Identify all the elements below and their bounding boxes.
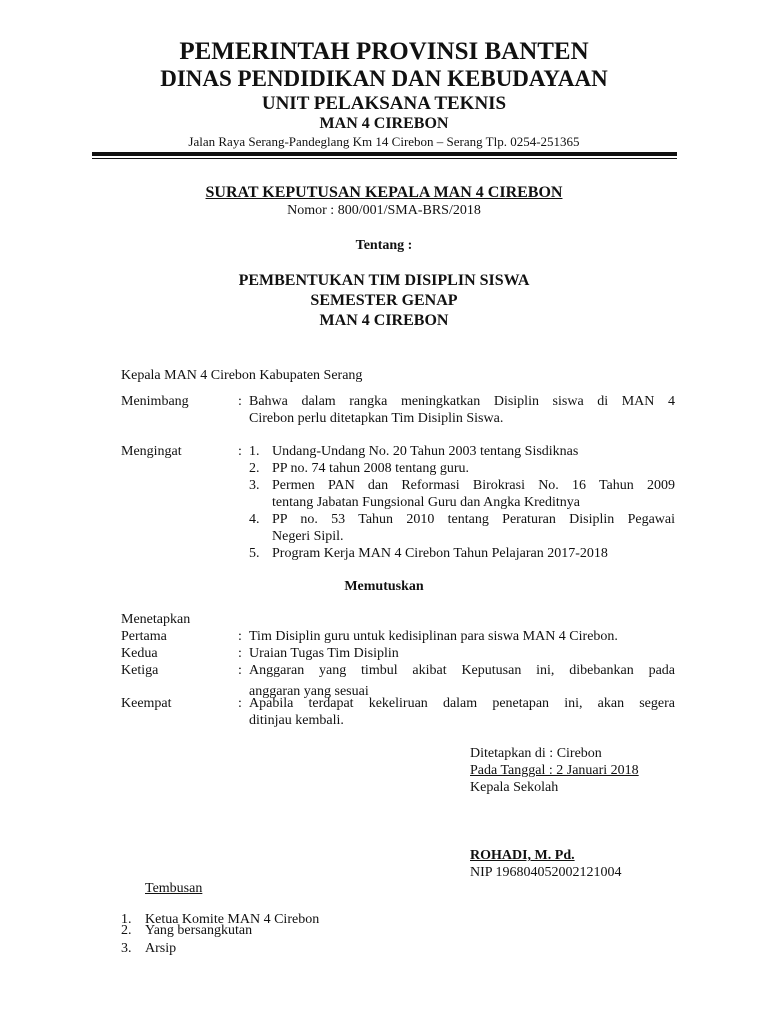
letterhead-agency: DINAS PENDIDIKAN DAN KEBUDAYAAN [160,66,608,91]
decision-text: Anggaran yang timbul akibat Keputusan ini, dibebankan pada [249,663,675,678]
mengingat-item-number: 1. [249,444,260,459]
decision-text: Apabila terdapat kekeliruan dalam penetapan ini, akan segera [249,696,675,711]
mengingat-item-number: 4. [249,512,260,527]
mengingat-item-number: 5. [249,546,260,561]
memutuskan-heading: Memutuskan [344,579,424,594]
mengingat-label: Mengingat [121,444,182,459]
mengingat-item-text-continued: Negeri Sipil. [272,529,344,544]
decree-subject-line-2: SEMESTER GENAP [310,292,458,309]
menetapkan-label: Menetapkan [121,612,191,627]
tembusan-item-number: 2. [121,923,132,938]
decree-number: Nomor : 800/001/SMA-BRS/2018 [287,203,481,218]
mengingat-item-text-continued: tentang Jabatan Fungsional Guru dan Angka Kreditnya [272,495,580,510]
decision-colon: : [238,696,242,711]
tembusan-item-text: Yang bersangkutan [145,923,253,938]
menimbang-text-line-1: Bahwa dalam rangka meningkatkan Disiplin siswa di MAN 4 [249,394,675,409]
decision-text: Tim Disiplin guru untuk kedisiplinan para siswa MAN 4 Cirebon. [249,629,618,644]
tembusan-item-text: Arsip [145,941,177,956]
mengingat-item-text: PP no. 74 tahun 2008 tentang guru. [272,461,470,476]
decree-title: SURAT KEPUTUSAN KEPALA MAN 4 CIREBON [205,184,563,201]
decision-label: Kedua [121,646,158,661]
letterhead-government: PEMERINTAH PROVINSI BANTEN [179,38,589,65]
tembusan-item-number: 3. [121,941,132,956]
mengingat-item-number: 2. [249,461,260,476]
decision-label: Keempat [121,696,172,711]
signature-place: Ditetapkan di : Cirebon [470,746,602,761]
decision-text-continued: ditinjau kembali. [249,713,344,728]
tembusan-item-number: 1. [121,912,132,927]
decision-label: Ketiga [121,663,159,678]
decree-subject-line-3: MAN 4 CIREBON [319,312,449,329]
mengingat-item-number: 3. [249,478,260,493]
signature-position: Kepala Sekolah [470,780,559,795]
mengingat-colon: : [238,444,242,459]
decree-about-label: Tentang : [355,238,413,253]
decision-colon: : [238,663,242,678]
tembusan-item-text: Ketua Komite MAN 4 Cirebon [145,912,320,927]
mengingat-item-text: Program Kerja MAN 4 Cirebon Tahun Pelajaran 2017-2018 [272,546,608,561]
signature-date: Pada Tanggal : 2 Januari 2018 [470,763,639,778]
letterhead-divider-thick [92,152,677,156]
letterhead-divider-thin [92,158,677,159]
mengingat-item-text: Undang-Undang No. 20 Tahun 2003 tentang Sisdiknas [272,444,579,459]
menimbang-text-line-2: Cirebon perlu ditetapkan Tim Disiplin Siswa. [249,411,504,426]
decision-colon: : [238,646,242,661]
letterhead-unit: UNIT PELAKSANA TEKNIS [261,93,507,114]
decision-text: Uraian Tugas Tim Disiplin [249,646,399,661]
menimbang-label: Menimbang [121,394,189,409]
decision-text-continued: anggaran yang sesuai [249,684,369,699]
signature-nip: NIP 196804052002121004 [470,865,622,880]
decision-label: Pertama [121,629,167,644]
signature-name: ROHADI, M. Pd. [470,848,575,863]
letterhead-address: Jalan Raya Serang-Pandeglang Km 14 Cirebon – Serang Tlp. 0254-251365 [188,134,580,149]
decision-colon: : [238,629,242,644]
mengingat-item-text: PP no. 53 Tahun 2010 tentang Peraturan Disiplin Pegawai [272,512,675,527]
mengingat-item-text: Permen PAN dan Reformasi Birokrasi No. 16 Tahun 2009 [272,478,675,493]
letterhead-school: MAN 4 CIREBON [319,115,449,132]
menimbang-colon: : [238,394,242,409]
opening-line: Kepala MAN 4 Cirebon Kabupaten Serang [121,368,363,383]
decree-subject-line-1: PEMBENTUKAN TIM DISIPLIN SISWA [238,272,530,289]
tembusan-title: Tembusan [145,881,203,896]
